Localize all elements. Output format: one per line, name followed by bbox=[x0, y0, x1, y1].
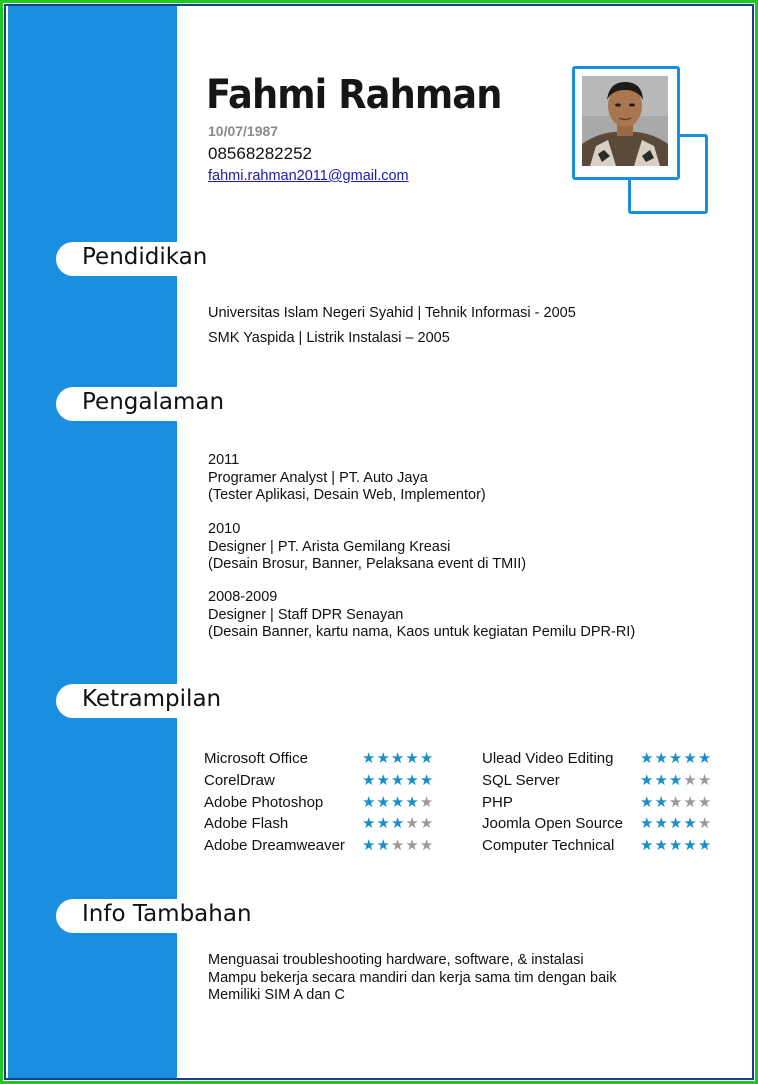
section-title-pendidikan: Pendidikan bbox=[82, 244, 208, 270]
star-icon: ★ bbox=[390, 814, 406, 833]
skill-rating bbox=[362, 814, 434, 832]
star-icon: ★ bbox=[683, 836, 698, 855]
star-icon: ★ bbox=[697, 770, 713, 789]
star-icon: ★ bbox=[654, 770, 669, 789]
star-icon: ★ bbox=[640, 836, 655, 855]
skill-name: Microsoft Office bbox=[204, 750, 308, 767]
education-item: Universitas Islam Negeri Syahid | Tehnik Informasi - 2005 bbox=[208, 305, 576, 321]
experience-desc: (Tester Aplikasi, Desain Web, Implementor) bbox=[208, 487, 486, 503]
experience-entry bbox=[208, 589, 635, 642]
star-icon: ★ bbox=[362, 749, 377, 767]
star-icon: ★ bbox=[362, 770, 377, 789]
star-icon: ★ bbox=[376, 836, 391, 855]
birth-date: 10/07/1987 bbox=[208, 123, 279, 139]
star-icon: ★ bbox=[640, 770, 655, 789]
info-item: Menguasai troubleshooting hardware, software, & instalasi bbox=[208, 952, 584, 968]
star-icon: ★ bbox=[390, 792, 406, 811]
experience-desc: (Desain Brosur, Banner, Pelaksana event di TMII) bbox=[208, 556, 527, 572]
skill-rating bbox=[362, 793, 434, 811]
education-item: SMK Yaspida | Listrik Instalasi – 2005 bbox=[208, 330, 450, 346]
star-icon: ★ bbox=[376, 792, 391, 811]
experience-role: Designer | PT. Arista Gemilang Kreasi bbox=[208, 538, 451, 555]
star-icon: ★ bbox=[668, 792, 684, 811]
skill-name: Adobe Flash bbox=[204, 815, 289, 833]
star-icon: ★ bbox=[683, 792, 698, 811]
info-list bbox=[208, 952, 617, 1005]
star-icon: ★ bbox=[683, 770, 698, 789]
experience-entry bbox=[208, 521, 526, 574]
section-title-info: Info Tambahan bbox=[82, 901, 252, 927]
star-icon: ★ bbox=[419, 770, 435, 789]
skill-rating bbox=[362, 771, 434, 789]
experience-year: 2008-2009 bbox=[208, 589, 278, 605]
experience-role: Programer Analyst | PT. Auto Jaya bbox=[208, 469, 428, 486]
experience-year: 2011 bbox=[208, 452, 240, 468]
info-item: Memiliki SIM A dan C bbox=[208, 987, 345, 1003]
experience-entry bbox=[208, 452, 486, 505]
skill-rating bbox=[640, 771, 712, 789]
skill-name: Joomla Open Source bbox=[482, 815, 623, 833]
email-link[interactable]: fahmi.rahman2011@gmail.com bbox=[208, 168, 409, 184]
star-icon: ★ bbox=[419, 792, 435, 811]
star-icon: ★ bbox=[405, 770, 420, 789]
star-icon: ★ bbox=[697, 792, 713, 811]
star-icon: ★ bbox=[668, 770, 684, 789]
star-icon: ★ bbox=[405, 814, 420, 833]
star-icon: ★ bbox=[405, 836, 420, 855]
star-icon: ★ bbox=[697, 749, 713, 767]
star-icon: ★ bbox=[668, 749, 684, 767]
experience-role: Designer | Staff DPR Senayan bbox=[208, 606, 404, 623]
star-icon: ★ bbox=[390, 749, 406, 767]
section-title-pengalaman: Pengalaman bbox=[82, 389, 225, 415]
star-icon: ★ bbox=[683, 814, 698, 833]
star-icon: ★ bbox=[376, 814, 391, 833]
star-icon: ★ bbox=[390, 836, 406, 855]
skill-name: PHP bbox=[482, 793, 513, 811]
experience-year: 2010 bbox=[208, 521, 241, 537]
skill-rating bbox=[640, 793, 712, 811]
resume-page bbox=[4, 4, 754, 1080]
star-icon: ★ bbox=[376, 749, 391, 767]
star-icon: ★ bbox=[668, 836, 684, 855]
phone-number: 08568282252 bbox=[208, 144, 313, 163]
star-icon: ★ bbox=[654, 836, 669, 855]
section-title-ketrampilan: Ketrampilan bbox=[82, 686, 222, 712]
star-icon: ★ bbox=[362, 814, 377, 833]
star-icon: ★ bbox=[697, 814, 713, 833]
profile-photo bbox=[582, 76, 668, 166]
skill-name: Adobe Photoshop bbox=[204, 793, 324, 811]
star-icon: ★ bbox=[419, 836, 435, 855]
star-icon: ★ bbox=[362, 836, 377, 855]
star-icon: ★ bbox=[419, 814, 435, 833]
experience-desc: (Desain Banner, kartu nama, Kaos untuk kegiatan Pemilu DPR-RI) bbox=[208, 624, 636, 640]
star-icon: ★ bbox=[654, 749, 669, 767]
star-icon: ★ bbox=[668, 814, 684, 833]
skill-rating bbox=[640, 814, 712, 832]
skill-name: CorelDraw bbox=[204, 771, 275, 789]
skill-rating bbox=[640, 749, 712, 767]
skill-rating bbox=[640, 836, 712, 854]
candidate-name: Fahmi Rahman bbox=[206, 72, 502, 118]
star-icon: ★ bbox=[654, 814, 669, 833]
skill-rating bbox=[362, 749, 434, 767]
star-icon: ★ bbox=[697, 836, 713, 855]
skill-name: SQL Server bbox=[482, 771, 560, 789]
star-icon: ★ bbox=[640, 814, 655, 833]
star-icon: ★ bbox=[419, 749, 435, 767]
info-item: Mampu bekerja secara mandiri dan kerja sama tim dengan baik bbox=[208, 969, 617, 986]
skill-name: Ulead Video Editing bbox=[482, 750, 614, 767]
star-icon: ★ bbox=[376, 770, 391, 789]
star-icon: ★ bbox=[362, 792, 377, 811]
skill-name: Computer Technical bbox=[482, 837, 615, 855]
star-icon: ★ bbox=[654, 792, 669, 811]
star-icon: ★ bbox=[390, 770, 406, 789]
star-icon: ★ bbox=[640, 749, 655, 767]
star-icon: ★ bbox=[405, 749, 420, 767]
star-icon: ★ bbox=[640, 792, 655, 811]
skill-rating bbox=[362, 836, 434, 854]
star-icon: ★ bbox=[405, 792, 420, 811]
skill-name: Adobe Dreamweaver bbox=[204, 837, 345, 855]
star-icon: ★ bbox=[683, 749, 698, 767]
